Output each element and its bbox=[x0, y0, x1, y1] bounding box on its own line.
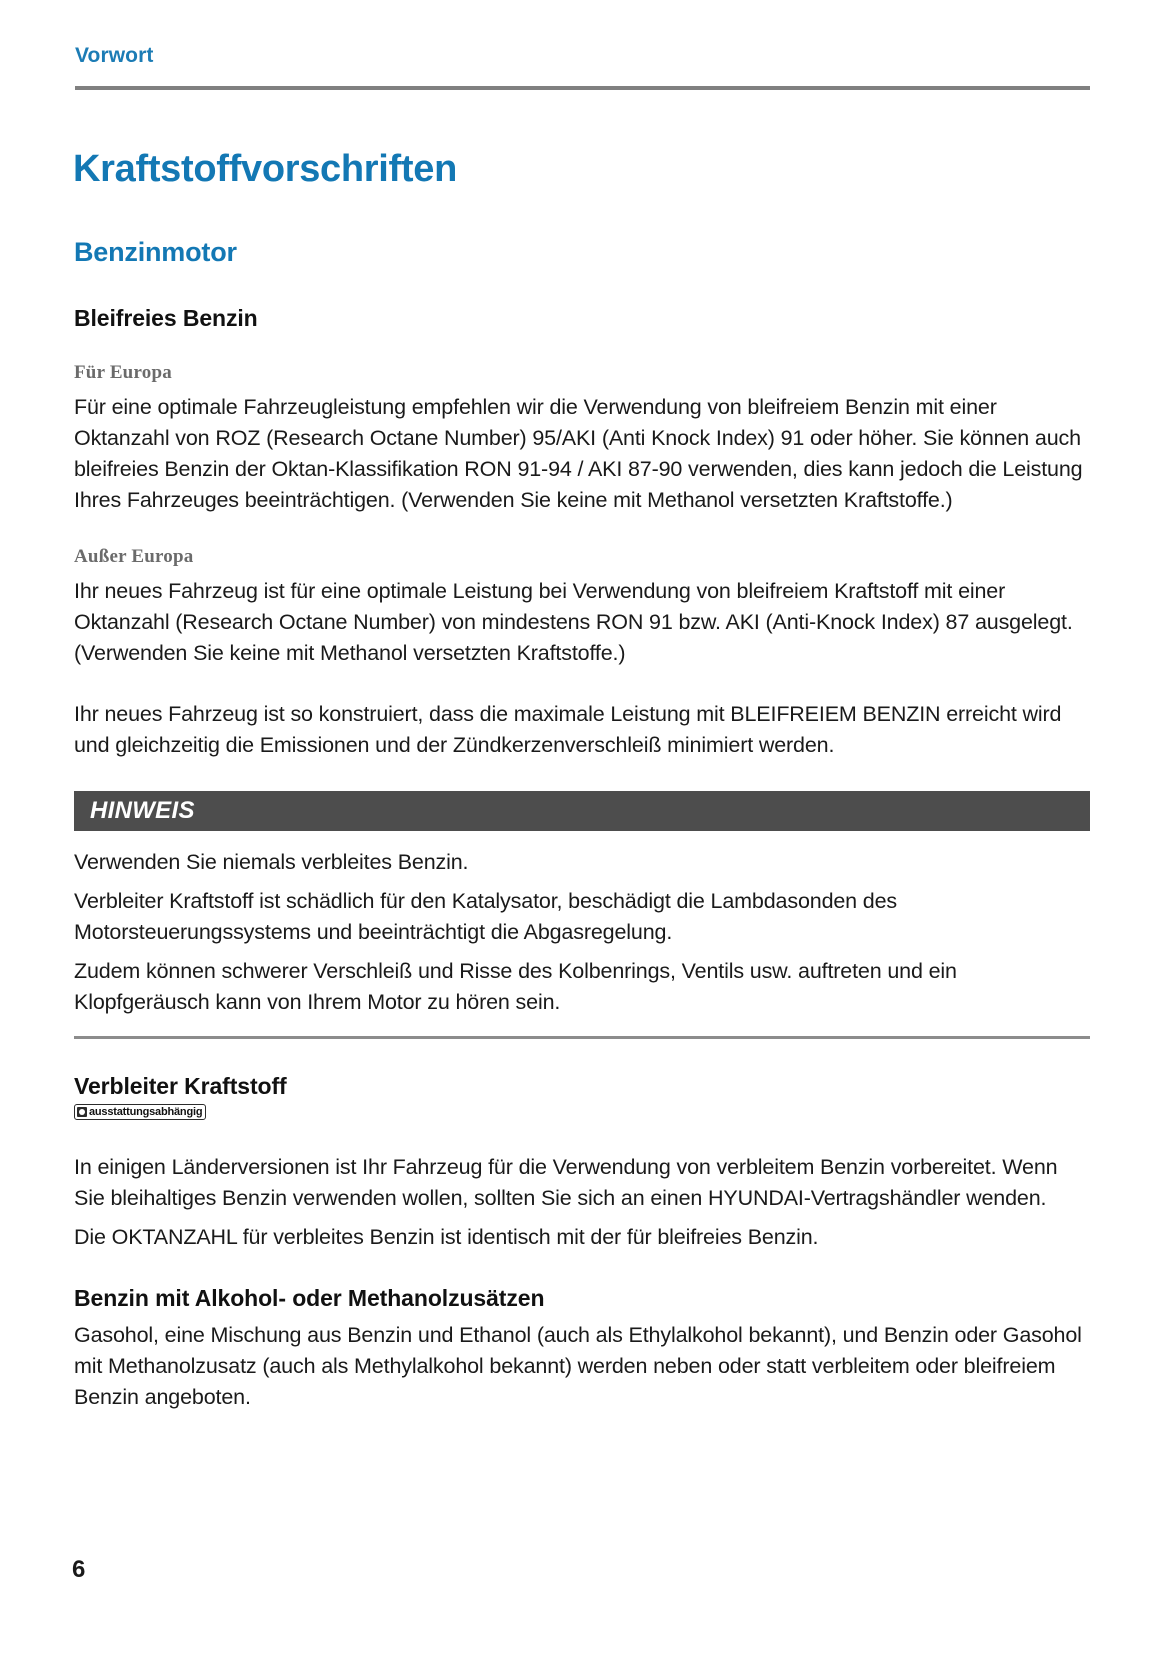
notice-bar bbox=[74, 791, 1090, 831]
badge-label: ausstattungsabhängig bbox=[89, 1106, 203, 1118]
section-alcohol-fuel bbox=[74, 1285, 1090, 1413]
notice-label: HINWEIS bbox=[90, 797, 195, 824]
paragraph-unleaded-closing: Ihr neues Fahrzeug ist so konstruiert, dass die maximale Leistung mit BLEIFREIEM BENZIN erreicht wird und gleichzeitig die Emissionen und der Zündkerzenverschleiß minimiert werden. bbox=[74, 702, 1062, 757]
notice-paragraph-3: Zudem können schwerer Verschleiß und Risse des Kolbenrings, Ventils usw. auftreten und ein Klopfgeräusch kann von Ihrem Motor zu hören sein. bbox=[74, 959, 957, 1014]
notice-body bbox=[74, 831, 1090, 1018]
paragraph-outside-europe: Ihr neues Fahrzeug ist für eine optimale Leistung bei Verwendung von bleifreiem Kraftstoff mit einer Oktanzahl (Research Octane Number) von mindestens RON 91 bzw. AKI (Anti-Knock Index) 87 ausgelegt. (Verwenden Sie keine mit Methanol versetzten Kraftstoffe.) bbox=[74, 579, 1073, 665]
paragraph-alcohol: Gasohol, eine Mischung aus Benzin und Ethanol (auch als Ethylalkohol bekannt), und Benzin oder Gasohol mit Methanolzusatz (auch als Methylalkohol bekannt) werden neben oder statt verbleitem oder bleifreiem Benzin angeboten. bbox=[74, 1323, 1082, 1409]
paragraph-leaded-1: In einigen Länderversionen ist Ihr Fahrzeug für die Verwendung von verbleitem Benzin vorbereitet. Wenn Sie bleihaltiges Benzin verwenden wollen, sollten Sie sich an einen HYUNDAI-Vertragshändler wenden. bbox=[74, 1155, 1058, 1210]
notice-divider bbox=[74, 1036, 1090, 1039]
heading-leaded-fuel: Verbleiter Kraftstoff bbox=[74, 1073, 287, 1099]
label-for-europe: Für Europa bbox=[74, 362, 172, 383]
page-number: 6 bbox=[72, 1556, 86, 1583]
section-leaded-fuel bbox=[74, 1073, 1090, 1253]
notice-block bbox=[74, 791, 1090, 1039]
section-title: Benzinmotor bbox=[74, 237, 237, 267]
chapter-title: Kraftstoffvorschriften bbox=[73, 148, 457, 190]
running-head: Vorwort bbox=[75, 44, 154, 67]
label-outside-europe: Außer Europa bbox=[74, 546, 194, 567]
notice-paragraph-1: Verwenden Sie niemals verbleites Benzin. bbox=[74, 850, 469, 874]
page-content bbox=[74, 305, 1090, 1413]
paragraph-europe: Für eine optimale Fahrzeugleistung empfehlen wir die Verwendung von bleifreiem Benzin mit einer Oktanzahl von ROZ (Research Octane Number) 95/AKI (Anti Knock Index) 91 oder höher. Sie können auch bleifreies Benzin der Oktan-Klassifikation RON 91-94 / AKI 87-90 verwenden, dies kann jedoch die Leistung Ihres Fahrzeuges beeinträchtigen. (Verwenden Sie keine mit Methanol versetzten Kraftstoffe.) bbox=[74, 395, 1083, 512]
equipment-dependent-badge bbox=[74, 1104, 206, 1120]
heading-alcohol-methanol: Benzin mit Alkohol- oder Methanolzusätzen bbox=[74, 1285, 545, 1311]
paragraph-leaded-2: Die OKTANZAHL für verbleites Benzin ist identisch mit der für bleifreies Benzin. bbox=[74, 1225, 819, 1249]
heading-unleaded-fuel: Bleifreies Benzin bbox=[74, 305, 258, 331]
info-icon bbox=[77, 1107, 87, 1117]
header-divider bbox=[75, 86, 1090, 90]
notice-paragraph-2: Verbleiter Kraftstoff ist schädlich für den Katalysator, beschädigt die Lambdasonden des Motorsteuerungssystems und beeinträchtigt die Abgasregelung. bbox=[74, 889, 898, 944]
